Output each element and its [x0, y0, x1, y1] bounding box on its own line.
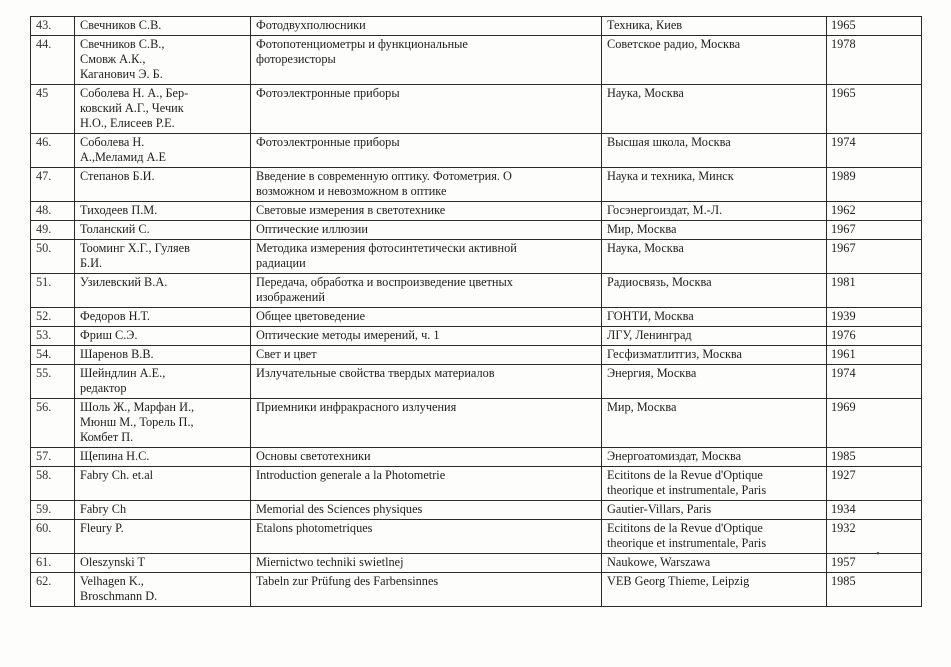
- bibliography-table: [30, 16, 922, 607]
- entry-author-line: Степанов Б.И.: [80, 169, 155, 183]
- entry-author: [75, 501, 251, 520]
- entry-year: 1957: [827, 554, 922, 573]
- entry-title-line: Излучательные свойства твердых материалов: [256, 366, 495, 380]
- entry-author: [75, 221, 251, 240]
- entry-publisher: [602, 554, 827, 573]
- entry-author-line: Свечников С.В.,: [80, 37, 165, 51]
- entry-title-line: Оптические иллюзии: [256, 222, 368, 236]
- entry-author-line: Щепина Н.С.: [80, 449, 150, 463]
- entry-year: 1989: [827, 168, 922, 202]
- entry-author-line: Fabry Ch: [80, 502, 127, 516]
- entry-author: [75, 36, 251, 85]
- entry-author-line: Комбет П.: [80, 430, 134, 444]
- table-row: [31, 448, 922, 467]
- entry-title: [251, 17, 602, 36]
- entry-author: [75, 202, 251, 221]
- entry-author-line: Fleury P.: [80, 521, 124, 535]
- entry-author-line: Шоль Ж., Марфан И.,: [80, 400, 195, 414]
- entry-title: [251, 365, 602, 399]
- entry-title: [251, 202, 602, 221]
- entry-author-line: Шейндлин А.Е.,: [80, 366, 166, 380]
- entry-title-line: радиации: [256, 256, 306, 270]
- entry-year: 1976: [827, 327, 922, 346]
- entry-author: [75, 134, 251, 168]
- entry-title-line: Фотоэлектронные приборы: [256, 135, 400, 149]
- entry-publisher-line: ГОНТИ, Москва: [607, 309, 694, 323]
- entry-publisher: [602, 346, 827, 365]
- entry-year: 1969: [827, 399, 922, 448]
- entry-publisher-line: Наука, Москва: [607, 241, 684, 255]
- entry-author-line: Федоров Н.Т.: [80, 309, 150, 323]
- entry-number: 55.: [31, 365, 75, 399]
- entry-title: [251, 327, 602, 346]
- entry-publisher-line: theorique et instrumentale, Paris: [607, 483, 767, 497]
- entry-title: [251, 221, 602, 240]
- entry-title: [251, 520, 602, 554]
- table-row: [31, 134, 922, 168]
- entry-title-line: фоторезисторы: [256, 52, 336, 66]
- entry-publisher: [602, 365, 827, 399]
- table-row: [31, 17, 922, 36]
- entry-author-line: Oleszynski T: [80, 555, 146, 569]
- entry-publisher: [602, 327, 827, 346]
- entry-year: 1967: [827, 221, 922, 240]
- entry-year: 1965: [827, 17, 922, 36]
- entry-publisher-line: Госэнергоиздат, М.-Л.: [607, 203, 723, 217]
- entry-year: 1965: [827, 85, 922, 134]
- entry-title-line: Основы светотехники: [256, 449, 371, 463]
- entry-title: [251, 399, 602, 448]
- entry-author-line: Б.И.: [80, 256, 103, 270]
- bibliography-rows: [31, 17, 922, 607]
- entry-author: [75, 346, 251, 365]
- entry-publisher-line: Техника, Киев: [607, 18, 683, 32]
- entry-year: 1962: [827, 202, 922, 221]
- table-row: [31, 501, 922, 520]
- entry-number: 54.: [31, 346, 75, 365]
- entry-year: 1981: [827, 274, 922, 308]
- entry-publisher-line: ЛГУ, Ленинград: [607, 328, 692, 342]
- entry-title-line: Оптические методы имерений, ч. 1: [256, 328, 440, 342]
- entry-author: [75, 448, 251, 467]
- entry-author: [75, 573, 251, 607]
- entry-author-line: Фриш С.Э.: [80, 328, 138, 342]
- entry-author-line: Свечников С.В.: [80, 18, 162, 32]
- entry-year: 1985: [827, 573, 922, 607]
- entry-number: 62.: [31, 573, 75, 607]
- entry-author-line: Узилевский В.А.: [80, 275, 168, 289]
- entry-title-line: Передача, обработка и воспроизведение цветных: [256, 275, 513, 289]
- entry-author-line: Тиходеев П.М.: [80, 203, 158, 217]
- entry-publisher: [602, 274, 827, 308]
- entry-number: 56.: [31, 399, 75, 448]
- entry-publisher: [602, 240, 827, 274]
- entry-publisher: [602, 399, 827, 448]
- entry-author-line: редактор: [80, 381, 127, 395]
- entry-author-line: Толанский С.: [80, 222, 150, 236]
- entry-author: [75, 85, 251, 134]
- entry-author: [75, 168, 251, 202]
- entry-author: [75, 240, 251, 274]
- entry-author-line: Шаренов В.В.: [80, 347, 154, 361]
- entry-year: 1974: [827, 365, 922, 399]
- entry-number: 45: [31, 85, 75, 134]
- entry-year: 1932: [827, 520, 922, 554]
- entry-publisher-line: Энергоатомиздат, Москва: [607, 449, 742, 463]
- entry-title-line: Свет и цвет: [256, 347, 317, 361]
- entry-publisher-line: Наука и техника, Минск: [607, 169, 734, 183]
- entry-title: [251, 168, 602, 202]
- entry-publisher: [602, 168, 827, 202]
- entry-publisher-line: Радиосвязь, Москва: [607, 275, 712, 289]
- entry-year: 1939: [827, 308, 922, 327]
- entry-publisher: [602, 221, 827, 240]
- entry-author-line: ковский А.Г., Чечик: [80, 101, 184, 115]
- entry-publisher: [602, 17, 827, 36]
- table-row: [31, 85, 922, 134]
- entry-year: 1934: [827, 501, 922, 520]
- entry-title: [251, 554, 602, 573]
- entry-publisher-line: Ecititons de la Revue d'Optique: [607, 521, 763, 535]
- table-row: [31, 240, 922, 274]
- entry-author-line: Соболева Н.: [80, 135, 145, 149]
- entry-number: 48.: [31, 202, 75, 221]
- entry-author-line: Мюнш М., Торель П.,: [80, 415, 194, 429]
- entry-title-line: Memorial des Sciences physiques: [256, 502, 423, 516]
- entry-number: 44.: [31, 36, 75, 85]
- entry-author-line: Fabry Ch. et.al: [80, 468, 154, 482]
- table-row: [31, 365, 922, 399]
- entry-publisher: [602, 501, 827, 520]
- entry-title-line: Introduction generale a la Photometrie: [256, 468, 446, 482]
- entry-year: 1978: [827, 36, 922, 85]
- entry-author: [75, 467, 251, 501]
- entry-title-line: Методика измерения фотосинтетически активной: [256, 241, 517, 255]
- entry-number: 49.: [31, 221, 75, 240]
- entry-publisher-line: Мир, Москва: [607, 222, 677, 236]
- table-row: [31, 202, 922, 221]
- entry-author-line: Broschmann D.: [80, 589, 158, 603]
- entry-number: 46.: [31, 134, 75, 168]
- entry-author: [75, 17, 251, 36]
- entry-title: [251, 36, 602, 85]
- table-row: [31, 467, 922, 501]
- entry-author: [75, 327, 251, 346]
- entry-title: [251, 346, 602, 365]
- entry-title: [251, 308, 602, 327]
- table-row: [31, 308, 922, 327]
- entry-publisher: [602, 134, 827, 168]
- entry-number: 57.: [31, 448, 75, 467]
- entry-author: [75, 554, 251, 573]
- entry-title-line: Фотодвухполюсники: [256, 18, 366, 32]
- entry-title: [251, 448, 602, 467]
- entry-title-line: Miernictwo techniki swietlnej: [256, 555, 404, 569]
- entry-number: 59.: [31, 501, 75, 520]
- table-row: [31, 327, 922, 346]
- entry-author-line: Тооминг Х.Г., Гуляев: [80, 241, 190, 255]
- entry-publisher-line: Гесфизматлитгиз, Москва: [607, 347, 743, 361]
- entry-publisher-line: theorique et instrumentale, Paris: [607, 536, 767, 550]
- entry-author-line: Соболева Н. А., Бер-: [80, 86, 189, 100]
- entry-number: 61.: [31, 554, 75, 573]
- entry-title-line: Etalons photometriques: [256, 521, 373, 535]
- entry-year: 1967: [827, 240, 922, 274]
- entry-title: [251, 501, 602, 520]
- entry-title: [251, 467, 602, 501]
- table-row: [31, 520, 922, 554]
- entry-number: 60.: [31, 520, 75, 554]
- entry-number: 47.: [31, 168, 75, 202]
- entry-year: 1974: [827, 134, 922, 168]
- entry-number: 43.: [31, 17, 75, 36]
- entry-title: [251, 134, 602, 168]
- entry-year: 1927: [827, 467, 922, 501]
- entry-publisher-line: Наука, Москва: [607, 86, 684, 100]
- entry-title: [251, 274, 602, 308]
- entry-title-line: Приемники инфракрасного излучения: [256, 400, 457, 414]
- entry-publisher: [602, 85, 827, 134]
- entry-author: [75, 365, 251, 399]
- entry-publisher-line: Gautier-Villars, Paris: [607, 502, 712, 516]
- entry-title-line: Tabeln zur Prüfung des Farbensinnes: [256, 574, 439, 588]
- entry-author-line: А.,Меламид А.Е: [80, 150, 167, 164]
- entry-author: [75, 274, 251, 308]
- entry-title-line: Фотопотенциометры и функциональные: [256, 37, 468, 51]
- table-row: [31, 573, 922, 607]
- entry-author: [75, 399, 251, 448]
- entry-title-line: Световые измерения в светотехнике: [256, 203, 446, 217]
- entry-author-line: Velhagen K.,: [80, 574, 144, 588]
- table-row: [31, 346, 922, 365]
- table-row: [31, 168, 922, 202]
- entry-number: 50.: [31, 240, 75, 274]
- entry-author: [75, 520, 251, 554]
- entry-title-line: изображений: [256, 290, 325, 304]
- entry-author: [75, 308, 251, 327]
- entry-number: 52.: [31, 308, 75, 327]
- entry-publisher-line: Высшая школа, Москва: [607, 135, 731, 149]
- entry-publisher: [602, 467, 827, 501]
- entry-year: 1961: [827, 346, 922, 365]
- entry-publisher-line: Naukowe, Warszawa: [607, 555, 711, 569]
- table-row: [31, 221, 922, 240]
- entry-publisher: [602, 36, 827, 85]
- entry-publisher-line: Ecititons de la Revue d'Optique: [607, 468, 763, 482]
- entry-publisher: [602, 520, 827, 554]
- entry-number: 53.: [31, 327, 75, 346]
- entry-number: 58.: [31, 467, 75, 501]
- entry-publisher: [602, 573, 827, 607]
- table-row: [31, 36, 922, 85]
- table-row: [31, 274, 922, 308]
- entry-year: 1985: [827, 448, 922, 467]
- entry-title-line: Введение в современную оптику. Фотометрия. О: [256, 169, 512, 183]
- entry-title: [251, 85, 602, 134]
- entry-publisher: [602, 308, 827, 327]
- entry-title-line: Общее цветоведение: [256, 309, 366, 323]
- entry-title: [251, 240, 602, 274]
- entry-author-line: Смовж А.К.,: [80, 52, 146, 66]
- entry-publisher-line: VEB Georg Thieme, Leipzig: [607, 574, 750, 588]
- entry-author-line: Каганович Э. Б.: [80, 67, 163, 81]
- table-row: [31, 554, 922, 573]
- entry-title-line: Фотоэлектронные приборы: [256, 86, 400, 100]
- scan-speck: •: [876, 548, 880, 560]
- entry-title: [251, 573, 602, 607]
- table-row: [31, 399, 922, 448]
- entry-publisher: [602, 448, 827, 467]
- entry-author-line: Н.О., Елисеев Р.Е.: [80, 116, 175, 130]
- entry-publisher-line: Мир, Москва: [607, 400, 677, 414]
- entry-publisher: [602, 202, 827, 221]
- entry-title-line: возможном и невозможном в оптике: [256, 184, 447, 198]
- entry-publisher-line: Советское радио, Москва: [607, 37, 741, 51]
- entry-number: 51.: [31, 274, 75, 308]
- entry-publisher-line: Энергия, Москва: [607, 366, 697, 380]
